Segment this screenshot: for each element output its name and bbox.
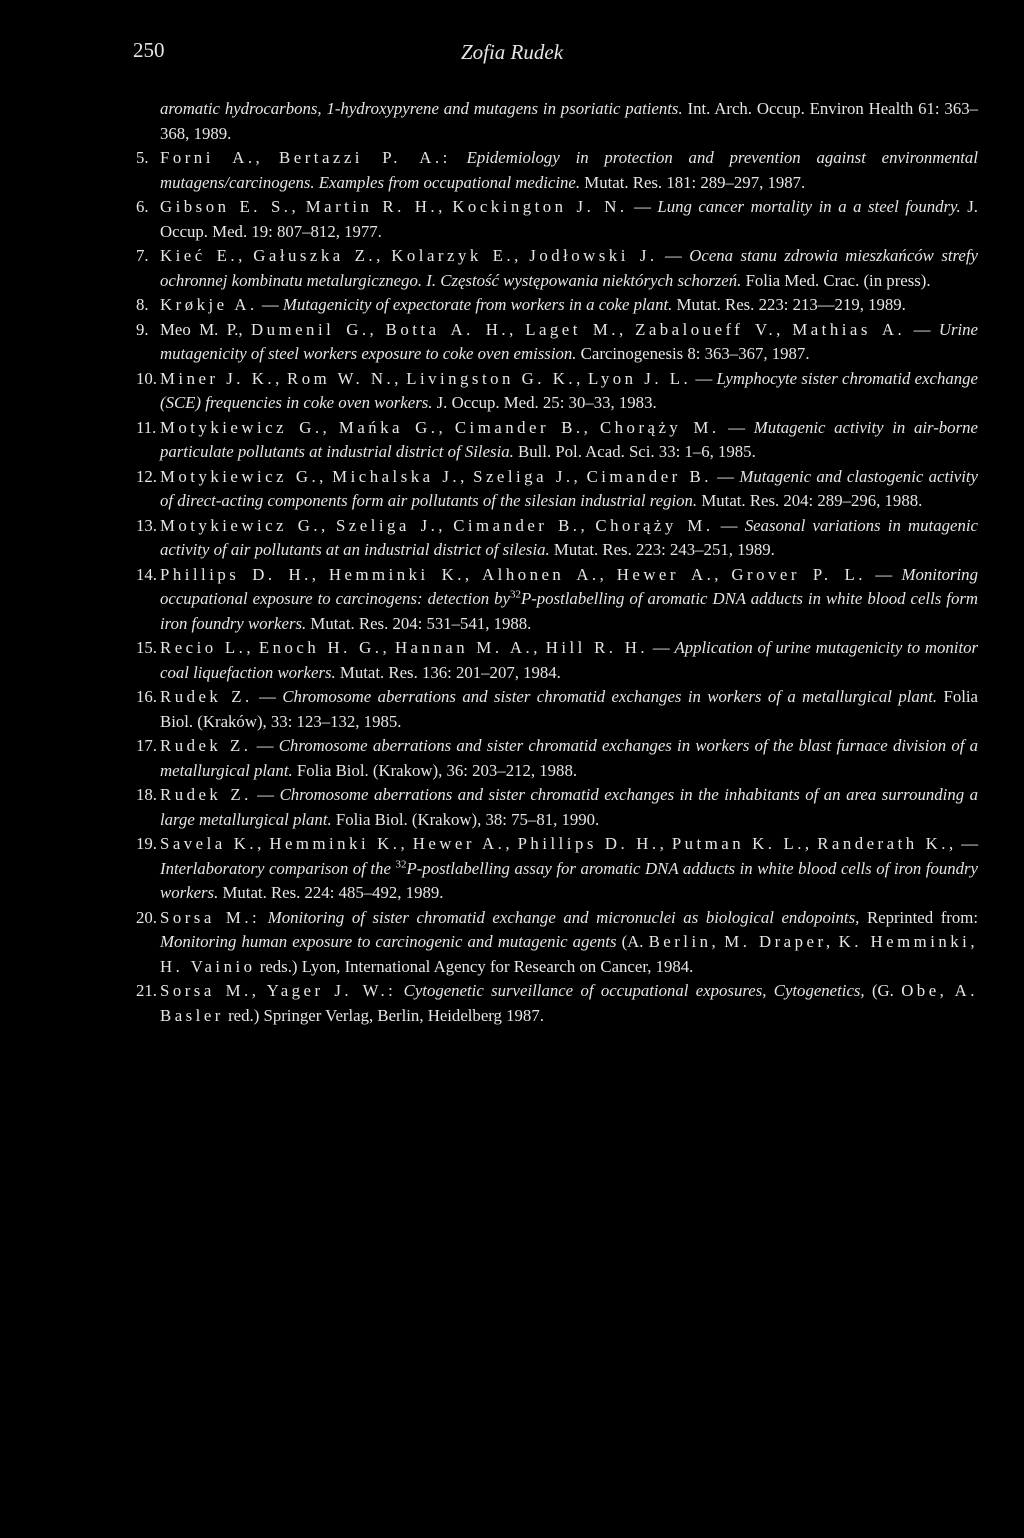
reference-editors-close: reds.) <box>259 956 298 976</box>
reference-title: Interlaboratory comparison of the <box>160 858 391 878</box>
reference-item-19 <box>136 832 978 906</box>
reference-author: Chorąży M. <box>595 515 714 535</box>
reference-author: Randerath K., <box>817 834 957 853</box>
reference-item-7 <box>136 244 978 293</box>
reference-author: Gałuszka Z., <box>253 246 384 265</box>
reference-item-10 <box>136 367 978 416</box>
reference-author: Alhonen A., <box>482 564 608 584</box>
reference-source: Folia Med. Crac. (in press). <box>745 270 931 290</box>
reference-dash: — <box>695 368 713 388</box>
reference-author: Kolarzyk E., <box>391 246 522 265</box>
reference-author: Putman K. L., <box>671 834 813 853</box>
reference-item-18 <box>136 783 978 832</box>
reference-author-lead: Meo M. P., <box>160 319 243 339</box>
reference-author: Grover P. L. <box>731 564 866 584</box>
reference-item-13 <box>136 514 978 563</box>
reference-editor: Obe, <box>901 981 948 1000</box>
reference-item-21 <box>136 979 978 1028</box>
reference-title: Monitoring of sister chromatid exchange and micronuclei as biological endopoints, <box>267 907 860 927</box>
reference-author: Cimander B. <box>586 466 712 486</box>
reference-author: Rom W. N., <box>287 368 402 388</box>
reference-editor: H. Vainio <box>160 956 256 976</box>
reference-number: 16. <box>136 687 157 706</box>
reference-item-14 <box>136 563 978 637</box>
reference-source: Mutat. Res. 136: 201–207, 1984. <box>339 662 561 682</box>
reference-title: Cytogenetic surveillance of occupational exposures, Cytogenetics, <box>403 981 865 1000</box>
reference-author: Hewer A., <box>616 564 722 584</box>
reference-author: Hemminki K., <box>269 834 409 853</box>
running-title: Zofia Rudek <box>460 40 564 64</box>
reference-item-5 <box>136 146 978 195</box>
reference-book-title: Monitoring human exposure to carcinogenic and mutagenic agents <box>160 932 617 951</box>
reference-title: Lung cancer mortality in a a steel foundry. <box>657 197 961 216</box>
reference-dash: — <box>875 564 893 584</box>
reference-title: Application of urine mutagenicity to monitor coal liquefaction workers. <box>160 638 979 682</box>
reference-number: 5. <box>136 148 149 167</box>
reference-editors-close: red.) <box>228 1005 260 1025</box>
reference-author: Krøkje A. <box>160 295 258 314</box>
reference-item-9 <box>136 318 978 367</box>
page-number: 250 <box>133 38 165 62</box>
reference-author: Bertazzi P. A.: <box>279 148 451 167</box>
reference-dash: — <box>720 515 738 535</box>
reference-author: Hill R. H. <box>545 638 649 657</box>
reference-dash: — <box>257 785 275 804</box>
reference-editors-open: (A. <box>621 932 644 951</box>
reference-author: Recio L., <box>160 638 255 657</box>
reference-item-17 <box>136 734 978 783</box>
reference-author: Hemminki K., <box>328 564 473 584</box>
reference-author: Motykiewicz G., <box>160 417 331 437</box>
reference-number: 6. <box>136 197 149 216</box>
reference-author: Cimander B., <box>454 417 592 437</box>
reference-author: Lyon J. L. <box>588 368 692 388</box>
reference-number: 21. <box>136 981 157 1000</box>
reference-source: Carcinogenesis 8: 363–367, 1987. <box>580 344 810 363</box>
reference-item-20 <box>136 906 978 980</box>
reference-source: Lyon, International Agency for Research on Cancer, 1984. <box>301 956 694 976</box>
reference-number: 12. <box>136 466 157 486</box>
reference-author: Michalska J., <box>332 466 468 486</box>
reference-author: Phillips D. H., <box>517 834 668 853</box>
reference-dash: — <box>261 295 279 314</box>
reference-item-16 <box>136 685 978 734</box>
reference-author: Motykiewicz G., <box>160 466 327 486</box>
reference-editor: K. Hemminki, <box>838 932 979 951</box>
reference-author: Hannan M. A., <box>394 638 541 657</box>
reference-dash: — <box>634 197 651 216</box>
reference-number: 9. <box>136 319 149 339</box>
reference-author: Szeliga J., <box>473 466 582 486</box>
reference-author: Rudek Z. <box>160 687 253 706</box>
reference-item-12 <box>136 465 978 514</box>
reference-title: Chromosome aberrations and sister chromatid exchanges in workers of a metallurgical plant. <box>282 687 938 706</box>
reference-number: 20. <box>136 907 157 927</box>
reference-author: Kieć E., <box>160 246 246 265</box>
reference-source: Mutat. Res. 181: 289–297, 1987. <box>584 172 806 192</box>
reference-title-continued: P-postlabelling assay for aromatic DNA adducts in white blood cells of iron foundry workers. <box>160 858 978 902</box>
reference-author: Jodłowski J. <box>529 246 658 265</box>
reference-author: Martin R. H., <box>305 197 446 216</box>
reference-number: 8. <box>136 295 149 314</box>
reference-source: Mutat. Res. 204: 531–541, 1988. <box>310 613 532 633</box>
reference-author: Hewer A., <box>412 834 514 853</box>
reference-title: Mutagenic and clastogenic activity of direct-acting components form air pollutants of the silesian industrial region. <box>160 466 978 510</box>
reference-author: Zabaloueff V., <box>635 319 784 339</box>
reference-source: Mutat. Res. 223: 243–251, 1989. <box>553 540 775 559</box>
reference-title: Ocena stanu zdrowia mieszkańców strefy ochronnej kombinatu metalurgicznego. I. Częstość występowania niektórych schorzeń. <box>160 246 978 290</box>
reference-author: Botta A. H., <box>385 319 517 339</box>
reference-author: Sorsa M.: <box>160 907 261 927</box>
reference-source: Folia Biol. (Krakow), 38: 75–81, 1990. <box>335 809 600 829</box>
reference-dash: — <box>717 466 735 486</box>
reference-author: Mathias A. <box>792 319 906 339</box>
reference-source: J. Occup. Med. 19: 807–812, 1977. <box>160 197 978 241</box>
reference-source: J. Occup. Med. 25: 30–33, 1983. <box>436 393 657 412</box>
reference-item-11 <box>136 416 978 465</box>
reference-author: Kockington J. N. <box>452 197 628 216</box>
reference-editor: Berlin, <box>648 932 720 951</box>
reference-dash: — <box>256 736 274 755</box>
reference-author: Livingston G. K., <box>406 368 584 388</box>
reference-author: Gibson E. S., <box>160 197 300 216</box>
reference-item-8 <box>136 293 978 318</box>
reference-source: Springer Verlag, Berlin, Heidelberg 1987. <box>263 1005 544 1025</box>
reference-editor: M. Draper, <box>724 932 834 951</box>
reference-list <box>136 97 978 1028</box>
reference-number: 7. <box>136 246 149 265</box>
reference-title: Chromosome aberrations and sister chromatid exchanges in the inhabitants of an area surrounding a large metallurgical plant. <box>160 785 978 829</box>
reference-title: Seasonal variations in mutagenic activity of air pollutants at an industrial district of silesia. <box>160 515 978 559</box>
reference-dash: — <box>259 687 276 706</box>
reference-item-4 <box>136 97 978 146</box>
isotope-superscript: 32 <box>395 857 407 870</box>
reference-title: Monitoring occupational exposure to carcinogens: detection by <box>160 564 978 608</box>
reference-title: Mutagenic activity in air-borne particulate pollutants at industrial district of Silesia. <box>160 417 978 461</box>
reference-author: Forni A., <box>160 148 264 167</box>
reference-title: aromatic hydrocarbons, 1-hydroxypyrene and mutagens in psoriatic patients. <box>160 99 683 118</box>
reference-title: Mutagenicity of expectorate from workers in a coke plant. <box>282 295 673 314</box>
reference-editors-open: (G. <box>871 981 894 1000</box>
reference-author: Enoch H. G., <box>258 638 391 657</box>
reference-source: Folia Biol. (Krakow), 36: 203–212, 1988. <box>296 760 578 780</box>
reference-dash: — <box>728 417 746 437</box>
reference-title: Lymphocyte sister chromatid exchange (SCE) frequencies in coke oven workers. <box>160 368 978 412</box>
reference-author: Rudek Z. <box>160 785 252 804</box>
reference-number: 19. <box>136 834 157 853</box>
reference-source: Mutat. Res. 224: 485–492, 1989. <box>222 883 444 902</box>
reference-author: Motykiewicz G., <box>160 515 329 535</box>
reference-author: Mańka G., <box>338 417 447 437</box>
reference-author: Dumenil G., <box>251 319 378 339</box>
reference-reprint-note: Reprinted from: <box>866 907 978 927</box>
reference-editor: A. Basler <box>160 981 978 1025</box>
reference-source: Mutat. Res. 223: 213—219, 1989. <box>676 295 906 314</box>
reference-dash: — <box>665 246 682 265</box>
reference-item-6 <box>136 195 978 244</box>
reference-title: Epidemiology in protection and prevention against environmental mutagens/carcinogens. Examples from occupational medicine. <box>160 148 978 192</box>
reference-source: Folia Biol. (Kraków), 33: 123–132, 1985. <box>160 687 978 731</box>
reference-author: Yager J. W.: <box>266 981 397 1000</box>
isotope-superscript: 32 <box>509 588 521 601</box>
reference-source: Mutat. Res. 204: 289–296, 1988. <box>701 491 923 510</box>
reference-number: 15. <box>136 638 157 657</box>
reference-title: Urine mutagenicity of steel workers exposure to coke oven emission. <box>160 319 979 363</box>
reference-number: 17. <box>136 736 157 755</box>
reference-author: Laget M., <box>525 319 627 339</box>
reference-author: Szeliga J., <box>335 515 446 535</box>
reference-source: Int. Arch. Occup. Environ Health 61: 363–368, 1989. <box>160 99 978 143</box>
reference-number: 10. <box>136 368 157 388</box>
reference-author: Cimander B., <box>453 515 589 535</box>
reference-item-15 <box>136 636 978 685</box>
reference-dash: — <box>913 319 931 339</box>
reference-dash: — <box>652 638 670 657</box>
reference-title: Chromosome aberrations and sister chromatid exchanges in workers of the blast furnace division of a metallurgical plant. <box>160 736 978 780</box>
reference-author: Rudek Z. <box>160 736 252 755</box>
reference-title-continued: P-postlabelling of aromatic DNA adducts in white blood cells form iron foundry workers. <box>160 589 978 633</box>
reference-source: Bull. Pol. Acad. Sci. 33: 1–6, 1985. <box>518 442 756 461</box>
reference-author: Sorsa M., <box>160 981 260 1000</box>
reference-number: 11. <box>136 417 157 437</box>
reference-author: Savela K., <box>160 834 265 853</box>
reference-author: Phillips D. H., <box>160 564 320 584</box>
reference-number: 18. <box>136 785 157 804</box>
reference-number: 13. <box>136 515 157 535</box>
reference-author: Miner J. K., <box>160 368 283 388</box>
reference-dash: — <box>961 834 979 853</box>
reference-number: 14. <box>136 564 157 584</box>
reference-author: Chorąży M. <box>599 417 720 437</box>
